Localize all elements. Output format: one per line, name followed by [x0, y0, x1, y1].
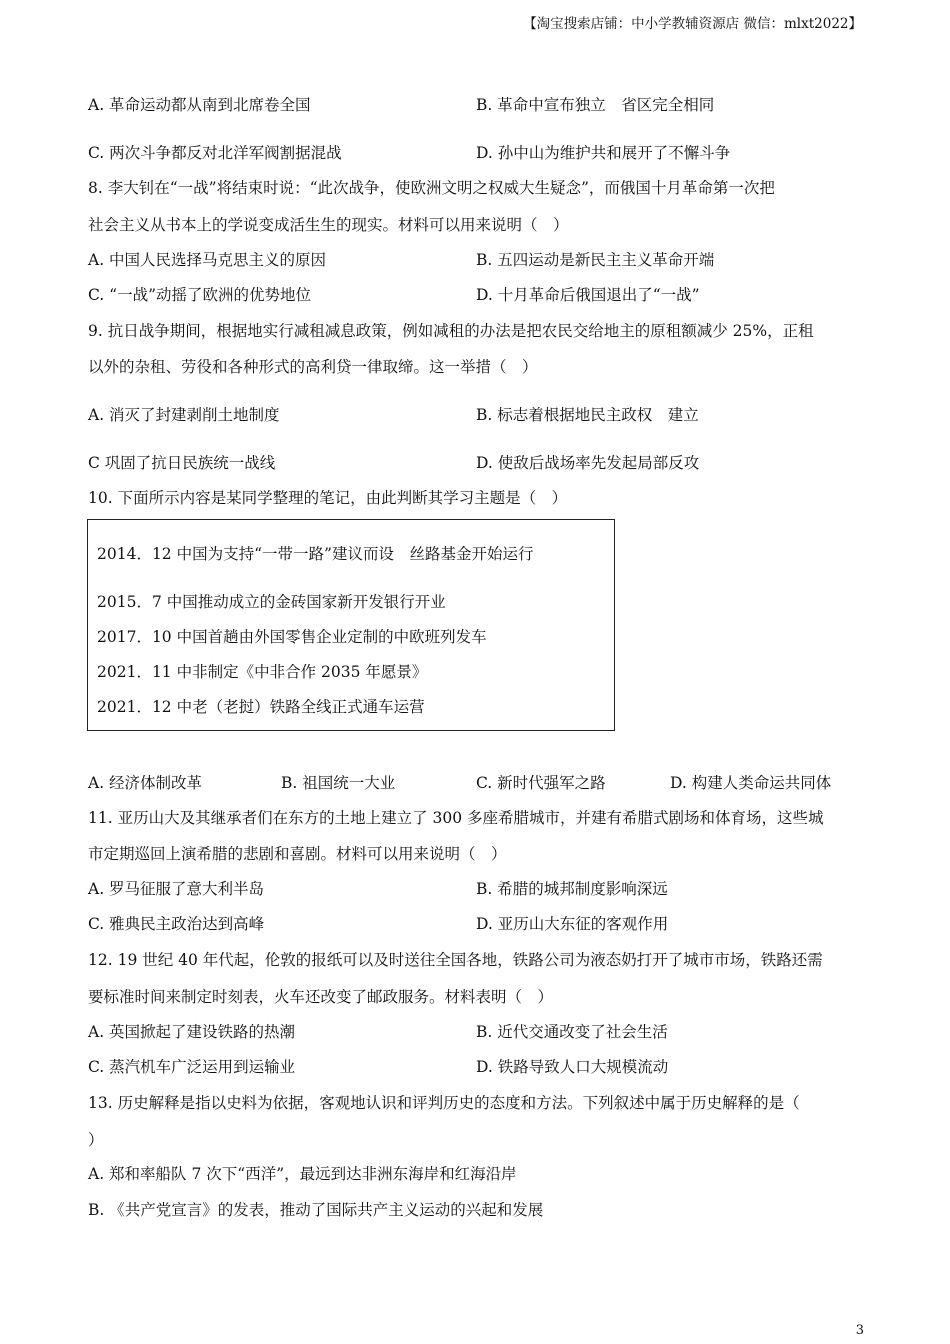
q8-stem-line1: 8. 李大钊在“一战”将结束时说：“此次战争，使欧洲文明之权威大生疑念”，而俄国十月革命第一次把	[88, 179, 775, 197]
q13-stem-line1: 13. 历史解释是指以史料为依据，客观地认识和评判历史的态度和方法。下列叙述中属于历史解释的是（	[88, 1094, 800, 1112]
q12-option-d[interactable]: D. 铁路导致人口大规模流动	[476, 1058, 669, 1076]
q11-stem-line2: 市定期巡回上演希腊的悲剧和喜剧。材料可以用来说明（ ）	[88, 845, 507, 863]
q12-option-a[interactable]: A. 英国掀起了建设铁路的热潮	[88, 1023, 296, 1041]
q8-option-b[interactable]: B. 五四运动是新民主主义革命开端	[476, 251, 715, 269]
q12-stem-line2: 要标准时间来制定时刻表，火车还改变了邮政服务。材料表明（ ）	[88, 988, 554, 1006]
q11-option-c[interactable]: C. 雅典民主政治达到高峰	[88, 915, 265, 933]
q11-option-a[interactable]: A. 罗马征服了意大利半岛	[88, 880, 265, 898]
q10-option-c[interactable]: C. 新时代强军之路	[476, 774, 606, 792]
q10-stem: 10. 下面所示内容是某同学整理的笔记，由此判断其学习主题是（ ）	[88, 489, 568, 507]
q13-stem-line2: ）	[88, 1131, 104, 1149]
q9-option-a[interactable]: A. 消灭了封建剥削土地制度	[88, 406, 280, 424]
q8-option-d[interactable]: D. 十月革命后俄国退出了“一战”	[476, 286, 700, 304]
q11-option-d[interactable]: D. 亚历山大东征的客观作用	[476, 915, 669, 933]
q10-option-d[interactable]: D. 构建人类命运共同体	[670, 774, 832, 792]
q11-option-b[interactable]: B. 希腊的城邦制度影响深远	[476, 880, 668, 898]
q7-option-c[interactable]: C. 两次斗争都反对北洋军阀割据混战	[88, 144, 342, 162]
q11-stem-line1: 11. 亚历山大及其继承者们在东方的土地上建立了 300 多座希腊城市，并建有希腊式剧场和体育场，这些城	[88, 809, 824, 827]
q12-option-c[interactable]: C. 蒸汽机车广泛运用到运输业	[88, 1058, 296, 1076]
q10-notes-box	[87, 519, 615, 731]
q8-option-c[interactable]: C. “一战”动摇了欧洲的优势地位	[88, 286, 312, 304]
q12-stem-line1: 12. 19 世纪 40 年代起，伦敦的报纸可以及时送往全国各地，铁路公司为液态奶打开了城市市场，铁路还需	[88, 951, 823, 969]
q7-option-a[interactable]: A. 革命运动都从南到北席卷全国	[88, 96, 311, 114]
q9-option-d[interactable]: D. 使敌后战场率先发起局部反攻	[476, 454, 700, 472]
note-entry: 2017．10 中国首趟由外国零售企业定制的中欧班列发车	[97, 628, 487, 646]
header-watermark: 【淘宝搜索店铺：中小学教辅资源店 微信：mlxt2022】	[523, 16, 862, 32]
q7-option-b[interactable]: B. 革命中宣布独立 省区完全相同	[476, 96, 715, 114]
q10-option-a[interactable]: A. 经济体制改革	[88, 774, 203, 792]
q8-stem-line2: 社会主义从书本上的学说变成活生生的现实。材料可以用来说明（ ）	[88, 216, 569, 234]
q13-option-b[interactable]: B. 《共产党宣言》的发表，推动了国际共产主义运动的兴起和发展	[88, 1201, 544, 1219]
q9-stem-line1: 9. 抗日战争期间，根据地实行减租减息政策，例如减租的办法是把农民交给地主的原租额减少 25%，正租	[88, 322, 814, 340]
q7-option-d[interactable]: D. 孙中山为维护共和展开了不懈斗争	[476, 144, 731, 162]
q9-stem-line2: 以外的杂租、劳役和各种形式的高利贷一律取缔。这一举措（ ）	[88, 358, 538, 376]
q8-option-a[interactable]: A. 中国人民选择马克思主义的原因	[88, 251, 327, 269]
q13-option-a[interactable]: A. 郑和率船队 7 次下“西洋”，最远到达非洲东海岸和红海沿岸	[88, 1165, 517, 1183]
q9-option-c[interactable]: C 巩固了抗日民族统一战线	[88, 454, 276, 472]
note-entry: 2014．12 中国为支持“一带一路”建议而设 丝路基金开始运行	[97, 545, 534, 563]
q10-option-b[interactable]: B. 祖国统一大业	[281, 774, 396, 792]
page-number: 3	[855, 1323, 864, 1338]
note-entry: 2015．7 中国推动成立的金砖国家新开发银行开业	[97, 593, 446, 611]
q9-option-b[interactable]: B. 标志着根据地民主政权 建立	[476, 406, 699, 424]
q12-option-b[interactable]: B. 近代交通改变了社会生活	[476, 1023, 668, 1041]
note-entry: 2021．11 中非制定《中非合作 2035 年愿景》	[97, 663, 428, 681]
note-entry: 2021．12 中老（老挝）铁路全线正式通车运营	[97, 698, 425, 716]
